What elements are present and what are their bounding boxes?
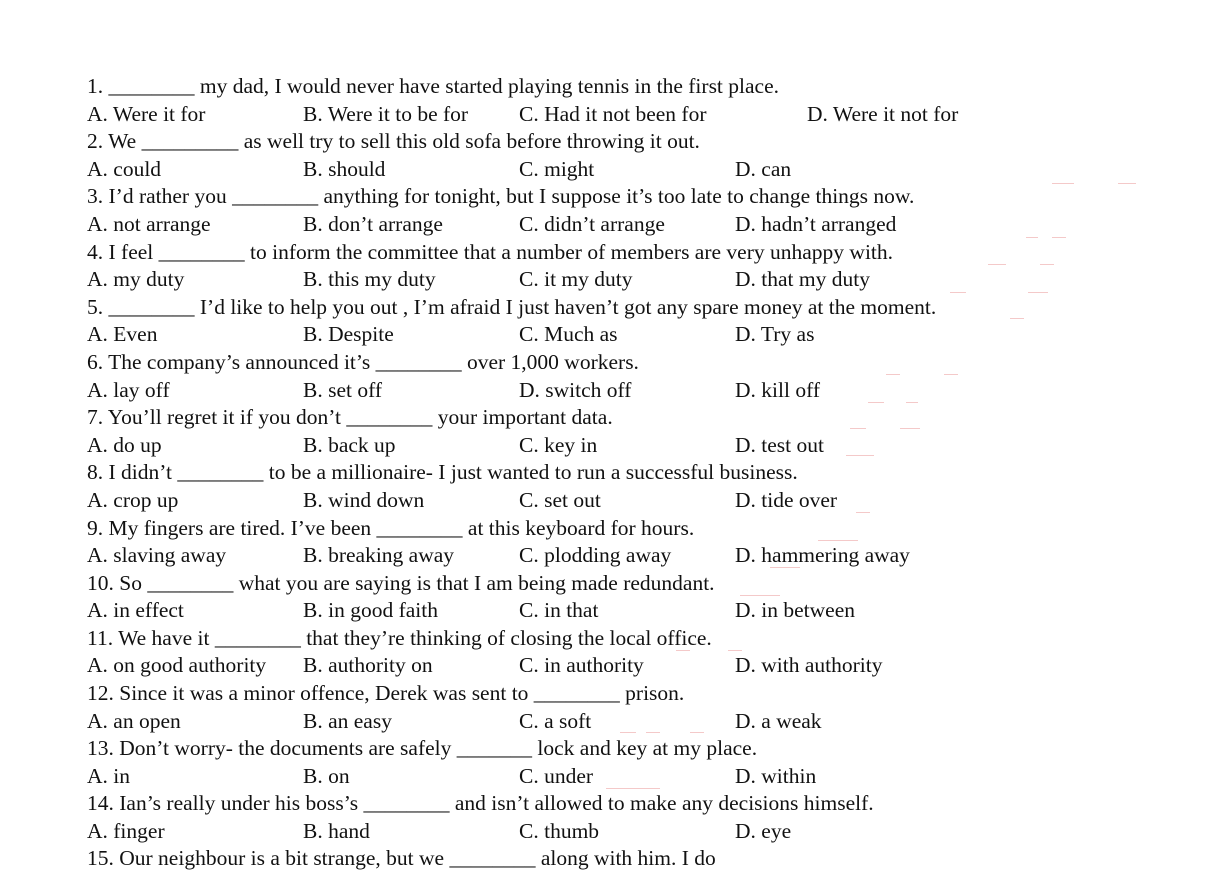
option-b: B. authority on xyxy=(303,653,433,678)
options-row xyxy=(87,597,1187,625)
red-mark xyxy=(646,732,660,733)
option-c: C. under xyxy=(519,763,594,788)
red-mark xyxy=(988,264,1006,265)
question-stem: 2. We _________ as well try to sell this old sofa before throwing it out. xyxy=(87,129,700,154)
options-row xyxy=(87,763,1187,791)
question-1 xyxy=(87,73,1187,128)
option-a: A. could xyxy=(87,156,162,181)
question-stem: 1. ________ my dad, I would never have started playing tennis in the first place. xyxy=(87,74,780,98)
option-b: B. this my duty xyxy=(303,267,436,292)
red-mark xyxy=(868,402,884,403)
red-mark xyxy=(1052,237,1066,238)
option-d: D. eye xyxy=(735,819,792,844)
question-stem: 8. I didn’t ________ to be a millionaire- I just wanted to run a successful business. xyxy=(87,460,798,485)
question-2 xyxy=(87,128,1187,183)
red-mark xyxy=(900,428,920,429)
options-row xyxy=(87,542,1187,570)
option-a: A. do up xyxy=(87,432,162,457)
red-mark xyxy=(620,732,636,733)
exercise-sheet xyxy=(87,73,1187,846)
question-5 xyxy=(87,294,1187,349)
option-b: B. Despite xyxy=(303,322,394,347)
option-a: A. slaving away xyxy=(87,543,227,568)
option-c: C. might xyxy=(519,156,595,181)
question-8 xyxy=(87,459,1187,514)
option-d: D. Try as xyxy=(735,322,815,347)
option-d: D. Were it not for xyxy=(807,101,959,126)
option-d: D. hadn’t arranged xyxy=(735,211,897,236)
option-d: D. can xyxy=(735,156,792,181)
options-row xyxy=(87,101,1187,129)
red-mark xyxy=(606,788,660,789)
option-d: D. with authority xyxy=(735,653,883,678)
red-mark xyxy=(1040,264,1054,265)
option-b: B. hand xyxy=(303,819,370,844)
red-mark xyxy=(1010,318,1024,319)
red-mark xyxy=(850,428,866,429)
options-row xyxy=(87,708,1187,736)
option-a: A. Even xyxy=(87,322,158,347)
red-mark xyxy=(846,455,874,456)
option-c: C. Much as xyxy=(519,322,618,347)
option-a: A. my duty xyxy=(87,267,185,292)
option-b: B. on xyxy=(303,763,350,788)
option-d: D. within xyxy=(735,763,817,788)
question-stem: 12. Since it was a minor offence, Derek was sent to ________ prison. xyxy=(87,681,685,706)
question-14 xyxy=(87,790,1187,845)
option-b: B. breaking away xyxy=(303,543,455,568)
options-row xyxy=(87,432,1187,460)
option-c: C. in that xyxy=(519,598,599,623)
option-b: B. back up xyxy=(303,432,396,457)
option-a: A. an open xyxy=(87,708,181,733)
question-stem: 14. Ian’s really under his boss’s ________ and isn’t allowed to make any decisions himself. xyxy=(87,791,874,816)
question-7 xyxy=(87,404,1187,459)
option-b: B. an easy xyxy=(303,708,392,733)
question-stem: 10. So ________ what you are saying is that I am being made redundant. xyxy=(87,570,715,595)
red-mark xyxy=(1052,183,1074,184)
option-a: A. finger xyxy=(87,819,165,844)
red-mark xyxy=(740,595,780,596)
option-b: B. set off xyxy=(303,377,383,402)
question-stem: 13. Don’t worry- the documents are safely _______ lock and key at my place. xyxy=(87,736,758,761)
red-mark xyxy=(950,292,966,293)
red-mark xyxy=(728,650,742,651)
option-d: D. hammering away xyxy=(735,543,910,568)
option-a: A. lay off xyxy=(87,377,170,402)
red-mark xyxy=(818,540,858,541)
question-6 xyxy=(87,349,1187,404)
options-row xyxy=(87,818,1187,846)
red-mark xyxy=(770,567,800,568)
red-mark xyxy=(1026,237,1038,238)
option-a: A. not arrange xyxy=(87,211,211,236)
question-9 xyxy=(87,515,1187,570)
option-c: C. didn’t arrange xyxy=(519,211,665,236)
option-d: D. test out xyxy=(735,432,824,457)
red-mark xyxy=(944,374,958,375)
question-stem: 6. The company’s announced it’s ________ over 1,000 workers. xyxy=(87,349,639,374)
option-c: C. key in xyxy=(519,432,598,457)
option-b: B. in good faith xyxy=(303,598,438,623)
question-15-partial: 15. Our neighbour is a bit strange, but we ________ along with him. I do xyxy=(87,846,716,870)
option-a: A. crop up xyxy=(87,487,179,512)
option-d: D. kill off xyxy=(735,377,821,402)
question-12 xyxy=(87,680,1187,735)
question-stem: 5. ________ I’d like to help you out , I’m afraid I just haven’t got any spare money at the moment. xyxy=(87,294,937,319)
question-13 xyxy=(87,735,1187,790)
red-mark xyxy=(856,512,870,513)
option-c: C. set out xyxy=(519,487,601,512)
question-11 xyxy=(87,625,1187,680)
question-stem: 4. I feel ________ to inform the committee that a number of members are very unhappy with. xyxy=(87,239,894,264)
question-stem: 11. We have it ________ that they’re thinking of closing the local office. xyxy=(87,625,712,650)
option-c: C. thumb xyxy=(519,819,600,844)
option-c: C. in authority xyxy=(519,653,644,678)
question-3 xyxy=(87,183,1187,238)
option-c: C. a soft xyxy=(519,708,592,733)
red-mark xyxy=(676,650,690,651)
options-row xyxy=(87,211,1187,239)
red-mark xyxy=(886,374,900,375)
option-b: B. don’t arrange xyxy=(303,211,443,236)
option-c: C. Had it not been for xyxy=(519,101,707,126)
question-10 xyxy=(87,570,1187,625)
option-c: C. it my duty xyxy=(519,267,633,292)
option-c: D. switch off xyxy=(519,377,632,402)
option-d: D. in between xyxy=(735,598,856,623)
red-mark xyxy=(1118,183,1136,184)
question-stem: 3. I’d rather you ________ anything for tonight, but I suppose it’s too late to change things now. xyxy=(87,184,915,209)
option-b: B. wind down xyxy=(303,487,425,512)
options-row xyxy=(87,652,1187,680)
red-mark xyxy=(906,402,918,403)
option-d: D. a weak xyxy=(735,708,822,733)
option-a: A. on good authority xyxy=(87,653,267,678)
question-stem: 9. My fingers are tired. I’ve been ________ at this keyboard for hours. xyxy=(87,515,695,540)
options-row xyxy=(87,321,1187,349)
red-mark xyxy=(690,732,704,733)
options-row xyxy=(87,266,1187,294)
option-c: C. plodding away xyxy=(519,543,672,568)
question-4 xyxy=(87,239,1187,294)
option-b: B. should xyxy=(303,156,386,181)
red-mark xyxy=(1028,292,1048,293)
option-d: D. tide over xyxy=(735,487,838,512)
option-a: A. Were it for xyxy=(87,101,206,126)
options-row xyxy=(87,487,1187,515)
options-row xyxy=(87,156,1187,184)
option-b: B. Were it to be for xyxy=(303,101,469,126)
option-a: A. in xyxy=(87,763,130,788)
option-a: A. in effect xyxy=(87,598,184,623)
question-stem: 7. You’ll regret it if you don’t ________ your important data. xyxy=(87,405,613,430)
options-row xyxy=(87,377,1187,405)
option-d: D. that my duty xyxy=(735,267,870,292)
